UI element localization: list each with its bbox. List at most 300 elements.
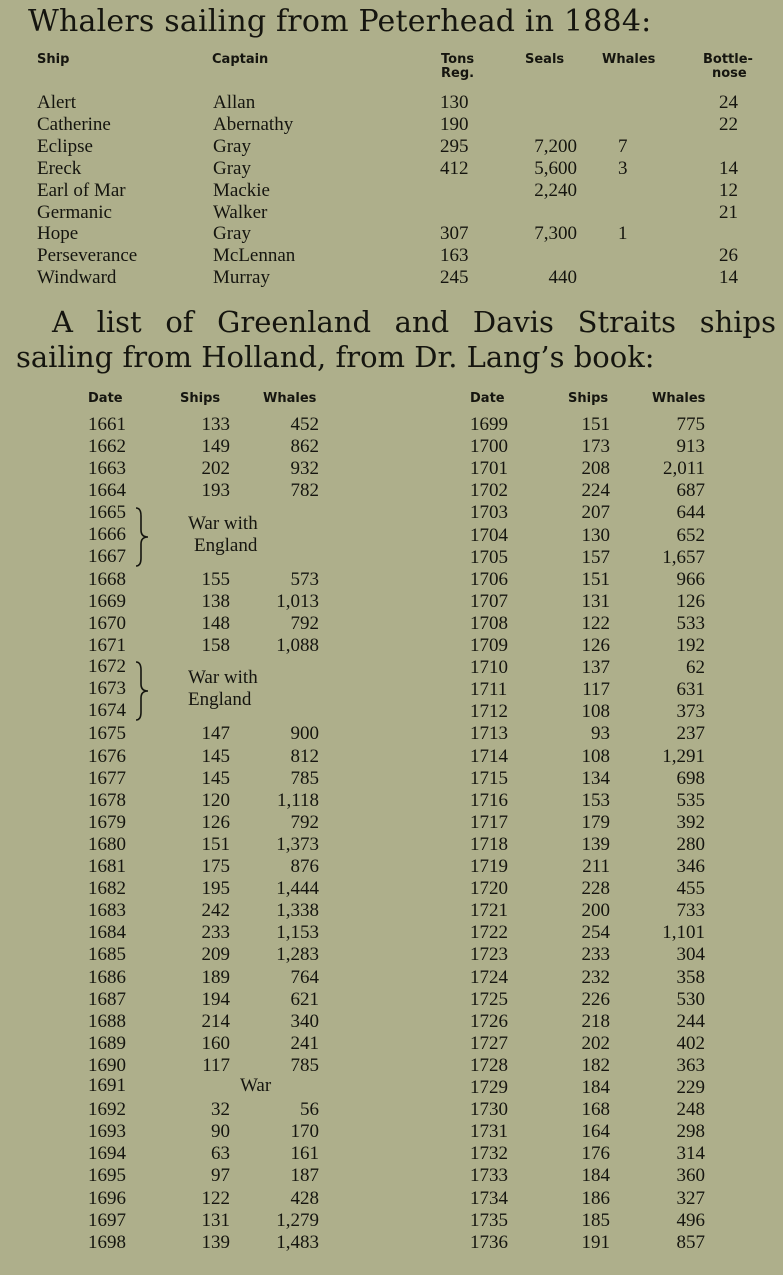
year: 1706: [470, 568, 508, 590]
war-year: 1672: [88, 656, 126, 677]
bottlenose-count: 14: [719, 157, 738, 179]
table-row: [0, 158, 783, 180]
war-label: England: [194, 535, 258, 556]
ships-count: 149: [201, 436, 230, 458]
header-whales-right: Whales: [652, 391, 706, 406]
year: 1719: [470, 856, 508, 877]
year: 1694: [88, 1143, 126, 1165]
ships-count: 145: [201, 767, 230, 789]
year: 1724: [470, 966, 508, 988]
ships-count: 211: [582, 856, 610, 877]
year: 1736: [470, 1231, 508, 1253]
ships-count: 226: [581, 988, 610, 1010]
whales-count: 533: [676, 612, 705, 634]
whales-count: 280: [676, 833, 705, 855]
header-seals: Seals: [525, 52, 565, 67]
table-row: [0, 245, 783, 267]
whales-count: 126: [676, 590, 705, 612]
header-ships-right: Ships: [568, 391, 609, 406]
ships-count: 186: [581, 1187, 610, 1209]
year: 1698: [88, 1231, 126, 1253]
ships-count: 117: [582, 679, 610, 701]
ships-count: 108: [581, 745, 610, 767]
year: 1733: [470, 1165, 508, 1187]
whales-count: 496: [676, 1209, 705, 1231]
table-row: [0, 1143, 783, 1165]
whales-count: 857: [676, 1231, 705, 1253]
table-row: [0, 436, 783, 458]
year: 1685: [88, 944, 126, 966]
whales-count: 900: [290, 723, 319, 745]
bottlenose-count: 24: [719, 92, 738, 113]
ships-count: 133: [201, 414, 230, 435]
table-row: [0, 900, 783, 922]
year: 1716: [470, 789, 508, 811]
ships-count: 32: [211, 1099, 230, 1121]
ships-count: 175: [201, 856, 230, 877]
ships-count: 179: [581, 811, 610, 833]
year: 1712: [470, 701, 508, 723]
year: 1722: [470, 922, 508, 944]
table-row: [0, 458, 783, 480]
ships-count: 176: [581, 1143, 610, 1165]
whales-count: 187: [290, 1165, 319, 1187]
table-row: [0, 812, 783, 834]
table-row: [0, 1121, 783, 1143]
ships-count: 122: [581, 612, 610, 634]
brace-icon: [132, 660, 162, 722]
whales-count: 402: [676, 1032, 705, 1054]
whales-count: 363: [676, 1054, 705, 1076]
year: 1708: [470, 612, 508, 634]
whales-count: 631: [676, 679, 705, 701]
year: 1700: [470, 436, 508, 458]
whales-count: 913: [676, 436, 705, 458]
whales-count: 237: [676, 723, 705, 745]
ships-count: 214: [201, 1010, 230, 1032]
whales-count: 1,118: [276, 789, 319, 811]
year: 1720: [470, 878, 508, 900]
year: 1677: [88, 767, 126, 789]
ships-count: 145: [201, 745, 230, 767]
table-row: [0, 569, 783, 591]
ships-count: 202: [581, 1032, 610, 1054]
year: 1679: [88, 811, 126, 833]
header-bottlenose-2: nose: [712, 66, 747, 81]
whales-count: 360: [676, 1165, 705, 1187]
table-row: [0, 1165, 783, 1187]
whales-count: 241: [290, 1032, 319, 1054]
table-row: [0, 768, 783, 790]
ship-name: Perseverance: [37, 245, 138, 267]
table-row: [0, 635, 783, 657]
year: 1690: [88, 1054, 126, 1076]
captain-name: Gray: [213, 223, 251, 245]
whales-count: 170: [290, 1121, 319, 1143]
war-year: 1667: [88, 546, 126, 567]
ships-count: 131: [581, 590, 610, 612]
brace-icon: [132, 506, 162, 568]
table-row: [0, 136, 783, 158]
year: 1663: [88, 458, 126, 480]
ships-count: 184: [581, 1077, 610, 1098]
header-ship: Ship: [37, 52, 70, 67]
year: 1711: [470, 679, 508, 701]
whales-count: 229: [676, 1077, 705, 1098]
year: 1670: [88, 612, 126, 634]
ships-count: 191: [581, 1231, 610, 1253]
whales-count: 733: [676, 900, 705, 922]
war-label: War with: [188, 513, 258, 534]
whales-count: 621: [290, 988, 319, 1010]
year: 1688: [88, 1010, 126, 1032]
year: 1726: [470, 1010, 508, 1032]
ship-name: Windward: [37, 267, 117, 289]
captain-name: Abernathy: [213, 113, 294, 135]
ships-count: 193: [201, 480, 230, 502]
table-row: [0, 1210, 783, 1232]
header-tons-reg: Reg.: [441, 66, 475, 81]
seals-count: 7,200: [534, 135, 577, 157]
captain-name: Allan: [213, 92, 256, 113]
page-title: Whalers sailing from Peterhead in 1884:: [28, 4, 652, 39]
table-row: [0, 1033, 783, 1055]
table-row: [0, 922, 783, 944]
ships-count: 160: [201, 1032, 230, 1054]
whales-count: 1: [618, 223, 628, 245]
year: 1721: [470, 900, 508, 922]
year: 1703: [470, 502, 508, 524]
war-label: War: [240, 1075, 272, 1096]
year: 1728: [470, 1054, 508, 1076]
ships-count: 207: [581, 502, 610, 524]
year: 1683: [88, 900, 126, 922]
tons-reg: 307: [440, 223, 469, 245]
year: 1727: [470, 1032, 508, 1054]
year: 1730: [470, 1099, 508, 1121]
year: 1675: [88, 723, 126, 745]
ship-name: Eclipse: [37, 135, 93, 157]
whales-count: 7: [618, 135, 628, 157]
ships-count: 168: [581, 1099, 610, 1121]
captain-name: Gray: [213, 135, 251, 157]
year: 1687: [88, 988, 126, 1010]
year: 1729: [470, 1077, 508, 1098]
year: 1689: [88, 1032, 126, 1054]
whales-count: 932: [290, 458, 319, 480]
whales-count: 392: [676, 811, 705, 833]
year: 1710: [470, 657, 508, 679]
ships-count: 228: [581, 878, 610, 900]
year: 1682: [88, 878, 126, 900]
year: 1692: [88, 1099, 126, 1121]
whales-count: 652: [676, 524, 705, 546]
whales-count: 1,101: [662, 922, 705, 944]
ships-count: 97: [211, 1165, 230, 1187]
whales-count: 346: [676, 856, 705, 877]
table-row: [0, 878, 783, 900]
year: 1718: [470, 833, 508, 855]
ships-count: 194: [201, 988, 230, 1010]
table-row: [0, 790, 783, 812]
year: 1723: [470, 944, 508, 966]
ships-count: 120: [201, 789, 230, 811]
whales-count: 1,088: [276, 635, 319, 656]
table-row: [0, 591, 783, 613]
ships-count: 202: [201, 458, 230, 480]
whales-count: 862: [290, 436, 319, 458]
year: 1676: [88, 745, 126, 767]
header-bottlenose: Bottle-: [703, 52, 753, 67]
ships-count: 137: [581, 657, 610, 679]
war-year: 1665: [88, 502, 126, 523]
war-year: 1674: [88, 700, 126, 721]
year: 1684: [88, 922, 126, 944]
table-row: [0, 223, 783, 245]
ships-count: 173: [581, 436, 610, 458]
table-row: [0, 114, 783, 136]
table-row: [0, 746, 783, 768]
year: 1686: [88, 966, 126, 988]
captain-name: Gray: [213, 157, 251, 179]
year: 1661: [88, 414, 126, 435]
header-ships-left: Ships: [180, 391, 221, 406]
whales-count: 161: [290, 1143, 319, 1165]
whales-count: 1,279: [276, 1209, 319, 1231]
ships-count: 209: [201, 944, 230, 966]
ships-count: 134: [581, 767, 610, 789]
ships-count: 153: [581, 789, 610, 811]
tons-reg: 190: [440, 113, 469, 135]
whales-count: 785: [290, 767, 319, 789]
year: 1680: [88, 833, 126, 855]
ships-count: 90: [211, 1121, 230, 1143]
whales-count: 785: [290, 1054, 319, 1076]
ships-count: 157: [581, 546, 610, 568]
ships-count: 108: [581, 701, 610, 723]
whales-count: 1,283: [276, 944, 319, 966]
year: 1705: [470, 546, 508, 568]
ships-count: 182: [581, 1054, 610, 1076]
tons-reg: 412: [440, 157, 469, 179]
ship-name: Alert: [37, 92, 77, 113]
year: 1713: [470, 723, 508, 745]
ships-count: 195: [201, 878, 230, 900]
bottlenose-count: 12: [719, 179, 738, 201]
whales-count: 876: [290, 856, 319, 877]
ships-count: 138: [201, 590, 230, 612]
header-whales-left: Whales: [263, 391, 317, 406]
ships-count: 130: [581, 524, 610, 546]
year: 1697: [88, 1209, 126, 1231]
whales-count: 428: [290, 1187, 319, 1209]
whales-count: 56: [300, 1099, 319, 1121]
ships-count: 139: [581, 833, 610, 855]
ship-name: Catherine: [37, 113, 111, 135]
ships-count: 233: [201, 922, 230, 944]
whales-count: 314: [676, 1143, 705, 1165]
whales-count: 1,153: [276, 922, 319, 944]
seals-count: 2,240: [534, 179, 577, 201]
whales-count: 792: [290, 811, 319, 833]
whales-count: 452: [290, 414, 319, 435]
ships-count: 224: [581, 480, 610, 502]
ships-count: 158: [201, 635, 230, 656]
year: 1678: [88, 789, 126, 811]
header-date-right: Date: [470, 391, 505, 406]
year: 1681: [88, 856, 126, 877]
year: 1714: [470, 745, 508, 767]
table-row: [0, 944, 783, 966]
table-row: [0, 1188, 783, 1210]
captain-name: Murray: [213, 267, 270, 289]
header-captain: Captain: [212, 52, 269, 67]
ships-count: 122: [201, 1187, 230, 1209]
seals-count: 440: [548, 267, 577, 289]
intro-paragraph: [16, 305, 776, 375]
table-row: [0, 967, 783, 989]
war-label: England: [188, 689, 252, 710]
ships-count: 184: [581, 1165, 610, 1187]
table-row: [0, 202, 783, 224]
table-row: [0, 480, 783, 502]
table-row: [0, 1232, 783, 1254]
seals-count: 7,300: [534, 223, 577, 245]
whales-count: 782: [290, 480, 319, 502]
captain-name: Walker: [213, 201, 268, 223]
war-year: 1673: [88, 678, 126, 699]
header-tons: Tons: [441, 52, 475, 67]
ships-count: 218: [581, 1010, 610, 1032]
table-row: [0, 92, 783, 114]
whales-count: 1,338: [276, 900, 319, 922]
ships-count: 147: [201, 723, 230, 745]
whales-count: 764: [290, 966, 319, 988]
whales-count: 1,013: [276, 590, 319, 612]
war-year: 1666: [88, 524, 126, 545]
ships-count: 164: [581, 1121, 610, 1143]
whales-count: 698: [676, 767, 705, 789]
tons-reg: 295: [440, 135, 469, 157]
whales-count: 248: [676, 1099, 705, 1121]
ships-count: 131: [201, 1209, 230, 1231]
year: 1734: [470, 1187, 508, 1209]
whales-count: 573: [290, 568, 319, 590]
table-row: [0, 856, 783, 878]
ships-count: 151: [201, 833, 230, 855]
table-row: [0, 989, 783, 1011]
table-row: [0, 1055, 783, 1077]
year: 1732: [470, 1143, 508, 1165]
ships-count: 126: [201, 811, 230, 833]
whales-count: 687: [676, 480, 705, 502]
whales-count: 1,444: [276, 878, 319, 900]
whales-count: 192: [676, 635, 705, 656]
ships-count: 151: [581, 568, 610, 590]
whales-count: 1,657: [662, 546, 705, 568]
year: 1662: [88, 436, 126, 458]
intro-line-1: A list of Greenland and Davis Straits ships: [52, 305, 776, 339]
table-row: [0, 613, 783, 635]
ships-count: 126: [581, 635, 610, 656]
ships-count: 233: [581, 944, 610, 966]
ships-count: 232: [581, 966, 610, 988]
table-row: [0, 1099, 783, 1121]
whales-count: 535: [676, 789, 705, 811]
whales-count: 3: [618, 157, 628, 179]
tons-reg: 130: [440, 92, 469, 113]
year: 1669: [88, 590, 126, 612]
bottlenose-count: 26: [719, 245, 738, 267]
whales-count: 298: [676, 1121, 705, 1143]
bottlenose-count: 22: [719, 113, 738, 135]
table-row: [0, 414, 783, 436]
whales-count: 966: [676, 568, 705, 590]
year: 1707: [470, 590, 508, 612]
ships-count: 185: [581, 1209, 610, 1231]
year: 1696: [88, 1187, 126, 1209]
ship-name: Earl of Mar: [37, 179, 126, 201]
year: 1699: [470, 414, 508, 435]
whales-count: 455: [676, 878, 705, 900]
ships-count: 208: [581, 458, 610, 480]
year: 1695: [88, 1165, 126, 1187]
year: 1664: [88, 480, 126, 502]
whales-count: 812: [290, 745, 319, 767]
ships-count: 93: [591, 723, 610, 745]
ships-count: 151: [581, 414, 610, 435]
year: 1671: [88, 635, 126, 656]
whales-count: 340: [290, 1010, 319, 1032]
year: 1693: [88, 1121, 126, 1143]
table-row: [0, 267, 783, 289]
captain-name: Mackie: [213, 179, 270, 201]
table-row: [0, 723, 783, 745]
year: 1701: [470, 458, 508, 480]
tons-reg: 245: [440, 267, 469, 289]
whales-count: 373: [676, 701, 705, 723]
whales-count: 530: [676, 988, 705, 1010]
whales-count: 775: [676, 414, 705, 435]
ships-count: 148: [201, 612, 230, 634]
ships-count: 254: [581, 922, 610, 944]
year: 1731: [470, 1121, 508, 1143]
header-date-left: Date: [88, 391, 123, 406]
year: 1725: [470, 988, 508, 1010]
header-whales: Whales: [602, 52, 656, 67]
whales-count: 644: [676, 502, 705, 524]
ships-count: 139: [201, 1231, 230, 1253]
year: 1668: [88, 568, 126, 590]
year: 1702: [470, 480, 508, 502]
seals-count: 5,600: [534, 157, 577, 179]
whales-count: 1,483: [276, 1231, 319, 1253]
ship-name: Hope: [37, 223, 79, 245]
ship-name: Ereck: [37, 157, 82, 179]
table-row: [0, 834, 783, 856]
ships-count: 200: [581, 900, 610, 922]
table-row: [0, 180, 783, 202]
year: 1717: [470, 811, 508, 833]
ships-count: 117: [202, 1054, 230, 1076]
ships-count: 189: [201, 966, 230, 988]
whales-count: 327: [676, 1187, 705, 1209]
bottlenose-count: 14: [719, 267, 738, 289]
year: 1715: [470, 767, 508, 789]
whales-count: 2,011: [662, 458, 705, 480]
whales-count: 792: [290, 612, 319, 634]
intro-line-2: sailing from Holland, from Dr. Lang’s book:: [16, 340, 655, 374]
